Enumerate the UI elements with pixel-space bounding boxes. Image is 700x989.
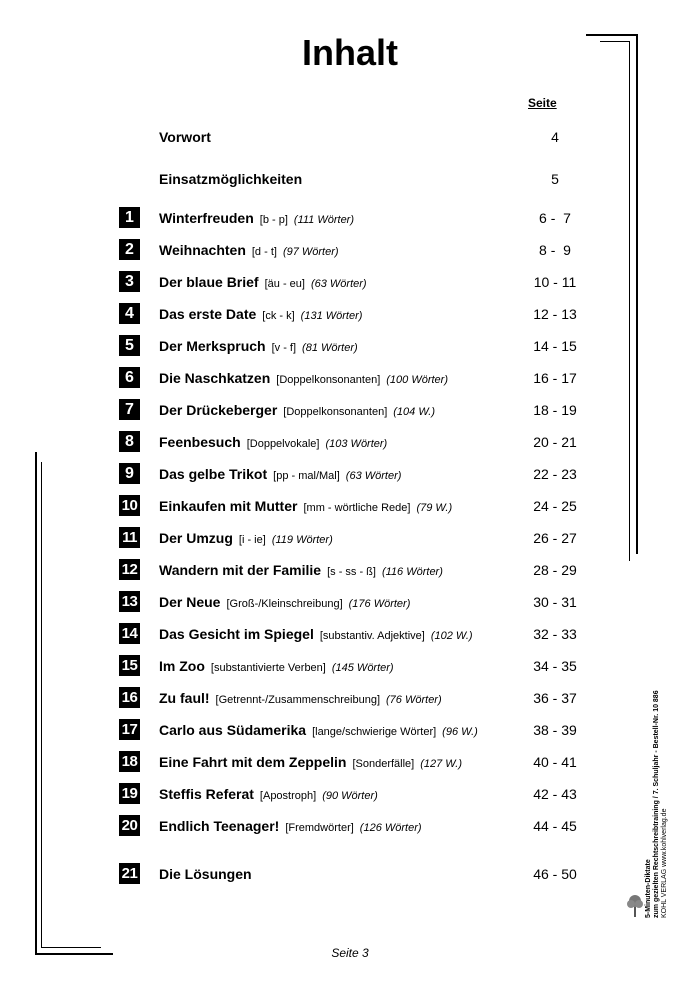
- entry-word-count: (116 Wörter): [381, 566, 443, 578]
- entry-pages: 32 - 33: [533, 626, 577, 642]
- entry-category: [i - ie]: [238, 534, 266, 546]
- entry-category: [äu - eu]: [264, 278, 305, 290]
- entry-word-count: (100 Wörter): [386, 374, 448, 386]
- entry-title: Wandern mit der Familie: [159, 562, 322, 578]
- entry-label: [159, 128, 211, 147]
- entry-pages: 14 - 15: [533, 338, 577, 354]
- frame-right-line-inner: [629, 41, 630, 561]
- chapter-number-badge: 21: [119, 863, 140, 884]
- entry-pages: 22 - 23: [533, 466, 577, 482]
- entry-category: [Doppelkonsonanten]: [276, 374, 381, 386]
- entry-pages: 8 - 9: [539, 242, 571, 258]
- chapter-number-badge: 16: [119, 687, 140, 708]
- entry-pages: 42 - 43: [533, 786, 577, 802]
- entry-word-count: (96 W.): [442, 726, 478, 738]
- toc-entry: [0, 271, 700, 293]
- toc-entry: [0, 168, 700, 190]
- entry-pages: 18 - 19: [533, 402, 577, 418]
- entry-pages: 36 - 37: [533, 690, 577, 706]
- entry-label: [159, 401, 435, 421]
- entry-label: [159, 433, 387, 453]
- entry-label: [159, 170, 302, 189]
- toc-entry: [0, 463, 700, 485]
- entry-label: [159, 369, 448, 389]
- entry-label: [159, 305, 362, 325]
- chapter-number-badge: 20: [119, 815, 140, 836]
- entry-title: Der Merkspruch: [159, 338, 266, 354]
- toc-entry: [0, 399, 700, 421]
- entry-label: [159, 721, 478, 741]
- entry-title: Im Zoo: [159, 658, 205, 674]
- side-order-number: - Bestell-Nr. 10 886: [653, 690, 660, 753]
- entry-title: Das erste Date: [159, 306, 257, 322]
- toc-entry: [0, 335, 700, 357]
- entry-label: [159, 817, 422, 837]
- entry-word-count: (104 W.): [393, 406, 436, 418]
- entry-pages: 6 - 7: [539, 210, 571, 226]
- entry-pages: 24 - 25: [533, 498, 577, 514]
- entry-label: [159, 625, 473, 645]
- entry-title: Der Umzug: [159, 530, 233, 546]
- chapter-number-badge: 11: [119, 527, 140, 548]
- entry-title: Das gelbe Trikot: [159, 466, 268, 482]
- chapter-number-badge: 9: [119, 463, 140, 484]
- entry-word-count: (176 Wörter): [348, 598, 411, 610]
- entry-word-count: (97 Wörter): [282, 246, 339, 258]
- entry-category: [Doppelvokale]: [246, 438, 320, 450]
- side-grade: / 7. Schuljahr: [653, 754, 660, 799]
- chapter-number-badge: 10: [119, 495, 140, 516]
- page-title: Inhalt: [302, 32, 398, 73]
- entry-category: [pp - mal/Mal]: [273, 470, 340, 482]
- entry-title: Das Gesicht im Spiegel: [159, 626, 314, 642]
- side-publisher: KOHL VERLAG: [661, 868, 668, 918]
- entry-category: [Apostroph]: [259, 790, 317, 802]
- entry-word-count: (63 Wörter): [345, 470, 402, 482]
- entry-label: [159, 209, 354, 229]
- entry-title: Endlich Teenager!: [159, 818, 280, 834]
- entry-word-count: (119 Wörter): [271, 534, 333, 546]
- entry-title: Der Neue: [159, 594, 221, 610]
- toc-entry: [0, 719, 700, 741]
- entry-pages: 28 - 29: [533, 562, 577, 578]
- entry-word-count: (145 Wörter): [331, 662, 394, 674]
- entry-category: [Getrennt-/Zusammenschreibung]: [215, 694, 381, 706]
- entry-pages: 46 - 50: [533, 866, 577, 882]
- chapter-number-badge: 6: [119, 367, 140, 388]
- entry-label: [159, 465, 401, 485]
- entry-pages: 26 - 27: [533, 530, 577, 546]
- frame-top-line-outer: [586, 34, 636, 36]
- entry-title: Einkaufen mit Mutter: [159, 498, 298, 514]
- side-publisher-url: www.kohlverlag.de: [661, 808, 668, 867]
- publisher-logo: [626, 893, 644, 919]
- entry-label: [159, 785, 378, 805]
- toc-entry: [0, 367, 700, 389]
- entry-pages: 20 - 21: [533, 434, 577, 450]
- entry-label: [159, 337, 358, 357]
- toc-entry: [0, 655, 700, 677]
- toc-entry: [0, 239, 700, 261]
- entry-pages: 10 - 11: [533, 274, 577, 290]
- page-number: Seite 3: [331, 946, 369, 960]
- entry-title: Der Drückeberger: [159, 402, 278, 418]
- entry-word-count: (76 Wörter): [386, 694, 442, 706]
- chapter-number-badge: 12: [119, 559, 140, 580]
- entry-pages: 34 - 35: [533, 658, 577, 674]
- chapter-number-badge: 19: [119, 783, 140, 804]
- toc-entry: [0, 751, 700, 773]
- entry-title: Weihnachten: [159, 242, 246, 258]
- entry-pages: 4: [551, 129, 559, 145]
- entry-category: [d - t]: [251, 246, 277, 258]
- toc-entry: [0, 495, 700, 517]
- chapter-number-badge: 5: [119, 335, 140, 356]
- chapter-number-badge: 17: [119, 719, 140, 740]
- toc-entry: [0, 591, 700, 613]
- chapter-number-badge: 3: [119, 271, 140, 292]
- side-product-title: 5-Minuten-Diktate: [645, 859, 652, 918]
- frame-right-line-outer: [636, 34, 638, 554]
- chapter-number-badge: 18: [119, 751, 140, 772]
- entry-category: [mm - wörtliche Rede]: [303, 502, 411, 514]
- chapter-number-badge: 14: [119, 623, 140, 644]
- entry-label: [159, 497, 452, 517]
- entry-pages: 40 - 41: [533, 754, 577, 770]
- entry-word-count: (103 Wörter): [325, 438, 388, 450]
- toc-entry: [0, 687, 700, 709]
- entry-title: Die Naschkatzen: [159, 370, 271, 386]
- entry-label: [159, 561, 443, 581]
- entry-label: [159, 753, 462, 773]
- entry-category: [Fremdwörter]: [285, 822, 354, 834]
- entry-category: [lange/schwierige Wörter]: [312, 726, 437, 738]
- frame-left-line-inner: [41, 462, 42, 948]
- entry-category: [b - p]: [259, 214, 288, 226]
- entry-pages: 38 - 39: [533, 722, 577, 738]
- toc-entry: [0, 623, 700, 645]
- entry-word-count: (127 W.): [420, 758, 462, 770]
- chapter-number-badge: 13: [119, 591, 140, 612]
- entry-pages: 44 - 45: [533, 818, 577, 834]
- entry-label: [159, 529, 333, 549]
- entry-label: [159, 593, 410, 613]
- toc-entry: [0, 207, 700, 229]
- entry-label: [159, 657, 394, 677]
- toc-entry: [0, 303, 700, 325]
- entry-category: [ck - k]: [262, 310, 295, 322]
- chapter-number-badge: 8: [119, 431, 140, 452]
- toc-entry: [0, 559, 700, 581]
- toc-entry: [0, 863, 700, 885]
- entry-word-count: (102 W.): [430, 630, 473, 642]
- entry-label: [159, 241, 339, 261]
- toc-entry: [0, 783, 700, 805]
- entry-title: Eine Fahrt mit dem Zeppelin: [159, 754, 347, 770]
- toc-entry: [0, 126, 700, 148]
- entry-title: Einsatzmöglichkeiten: [159, 171, 303, 187]
- entry-title: Winterfreuden: [159, 210, 254, 226]
- entry-pages: 5: [551, 171, 559, 187]
- entry-title: Vorwort: [159, 129, 211, 145]
- entry-category: [Doppelkonsonanten]: [283, 406, 388, 418]
- entry-word-count: (79 W.): [416, 502, 453, 514]
- entry-word-count: (126 Wörter): [359, 822, 422, 834]
- entry-title: Carlo aus Südamerika: [159, 722, 307, 738]
- chapter-number-badge: 15: [119, 655, 140, 676]
- toc-entry: [0, 431, 700, 453]
- chapter-number-badge: 4: [119, 303, 140, 324]
- entry-title: Die Lösungen: [159, 866, 252, 882]
- entry-word-count: (131 Wörter): [300, 310, 363, 322]
- entry-category: [s - ss - ß]: [327, 566, 376, 578]
- entry-category: [Groß-/Kleinschreibung]: [226, 598, 343, 610]
- side-subtitle: zum gezielten Rechtschreibtraining: [653, 800, 660, 918]
- entry-title: Steffis Referat: [159, 786, 254, 802]
- entry-label: [159, 273, 367, 293]
- entry-label: [159, 689, 442, 709]
- entry-pages: 30 - 31: [533, 594, 577, 610]
- entry-pages: 12 - 13: [533, 306, 577, 322]
- entry-word-count: (90 Wörter): [322, 790, 378, 802]
- chapter-number-badge: 1: [119, 207, 140, 228]
- chapter-number-badge: 7: [119, 399, 140, 420]
- pages-column-header: Seite: [528, 96, 557, 110]
- entry-category: [v - f]: [271, 342, 297, 354]
- entry-category: [substantivierte Verben]: [210, 662, 326, 674]
- entry-word-count: (63 Wörter): [310, 278, 367, 290]
- toc-entry: [0, 815, 700, 837]
- entry-category: [Sonderfälle]: [352, 758, 415, 770]
- entry-title: Feenbesuch: [159, 434, 241, 450]
- frame-left-line-outer: [35, 452, 37, 954]
- chapter-number-badge: 2: [119, 239, 140, 260]
- entry-word-count: (81 Wörter): [302, 342, 358, 354]
- entry-title: Zu faul!: [159, 690, 210, 706]
- toc-entry: [0, 527, 700, 549]
- entry-word-count: (111 Wörter): [293, 214, 355, 226]
- entry-label: [159, 865, 252, 884]
- entry-title: Der blaue Brief: [159, 274, 259, 290]
- entry-pages: 16 - 17: [533, 370, 577, 386]
- side-imprint: [645, 690, 669, 918]
- frame-top-line-inner: [600, 41, 630, 42]
- entry-category: [substantiv. Adjektive]: [319, 630, 425, 642]
